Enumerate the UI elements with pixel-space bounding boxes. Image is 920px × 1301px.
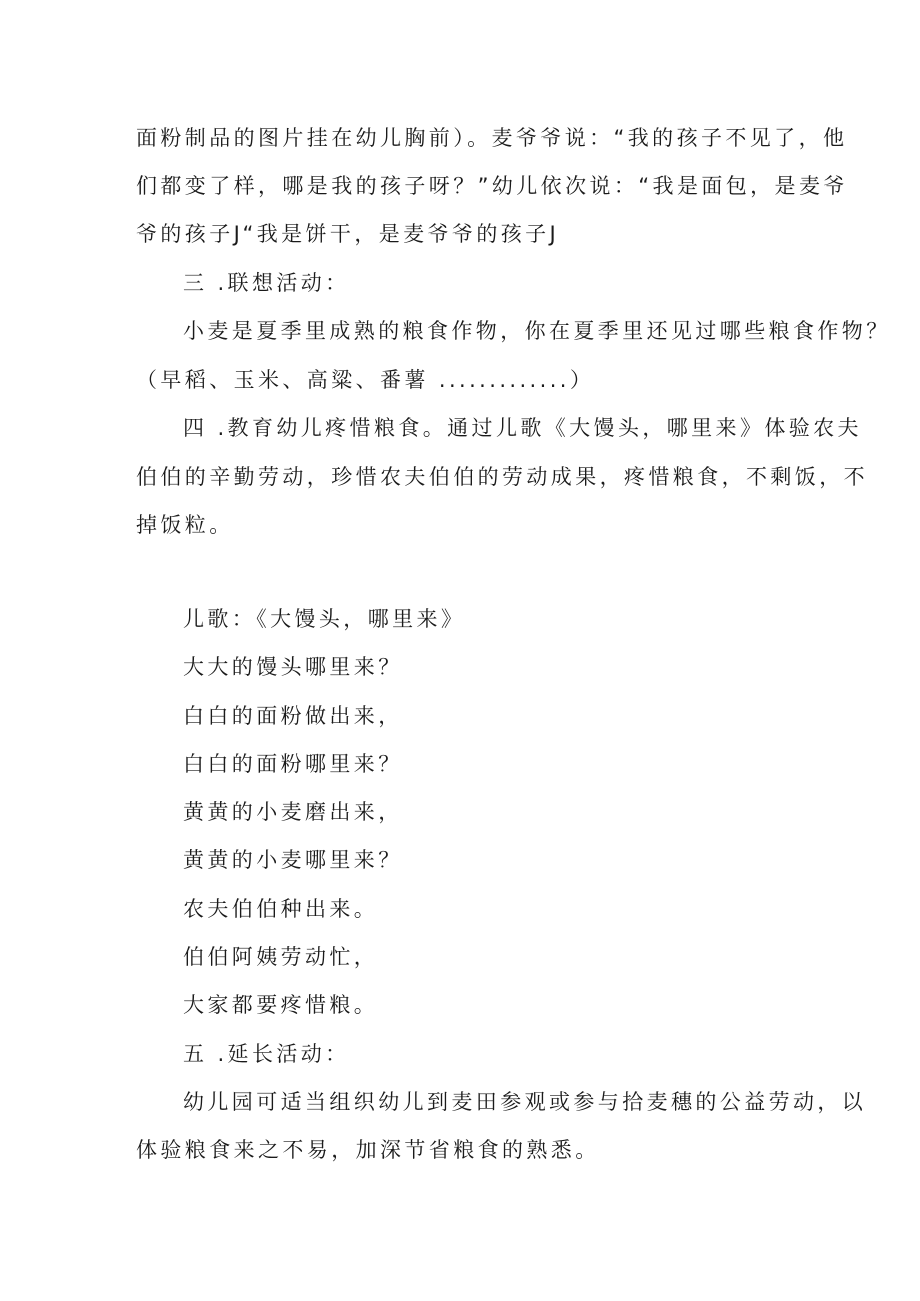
song-line: 白白的面粉做出来， bbox=[183, 704, 403, 728]
paragraph-line: 体验粮食来之不易，加深节省粮食的熟悉。 bbox=[136, 1138, 600, 1162]
song-line: 黄黄的小麦磨出来， bbox=[183, 800, 403, 824]
paragraph-line: 幼儿园可适当组织幼儿到麦田参观或参与拾麦穗的公益劳动，以 bbox=[183, 1090, 867, 1114]
paragraph-line: 掉饭粒。 bbox=[136, 513, 234, 537]
paragraph-line: 小麦是夏季里成熟的粮食作物，你在夏季里还见过哪些粮食作物？ bbox=[183, 319, 891, 343]
section-heading-4: 四 .教育幼儿疼惜粮食。通过儿歌《大馒头，哪里来》体验农夫 bbox=[183, 416, 862, 440]
song-line: 农夫伯伯种出来。 bbox=[183, 897, 379, 921]
song-line: 白白的面粉哪里来？ bbox=[183, 752, 403, 776]
song-line: 黄黄的小麦哪里来？ bbox=[183, 848, 403, 872]
paragraph-line: （早稻、玉米、高粱、番薯 .............） bbox=[136, 368, 595, 392]
paragraph-line: 们都变了样，哪是我的孩子呀？”幼儿依次说：“我是面包，是麦爷 bbox=[136, 174, 848, 198]
paragraph-line: 爷的孩子J“我是饼干，是麦爷爷的孩子J bbox=[136, 222, 560, 246]
song-line: 大大的馒头哪里来？ bbox=[183, 655, 403, 679]
song-line: 伯伯阿姨劳动忙， bbox=[183, 945, 379, 969]
song-title: 儿歌：《大馒头，哪里来》 bbox=[183, 607, 466, 631]
section-heading-5: 五 .延长活动： bbox=[183, 1042, 350, 1066]
section-heading-3: 三 .联想活动： bbox=[183, 271, 350, 295]
paragraph-line: 面粉制品的图片挂在幼儿胸前）。麦爷爷说：“我的孩子不见了，他 bbox=[136, 126, 848, 150]
paragraph-line: 伯伯的辛勤劳动，珍惜农夫伯伯的劳动成果，疼惜粮食，不剩饭，不 bbox=[136, 465, 868, 489]
song-line: 大家都要疼惜粮。 bbox=[183, 993, 379, 1017]
